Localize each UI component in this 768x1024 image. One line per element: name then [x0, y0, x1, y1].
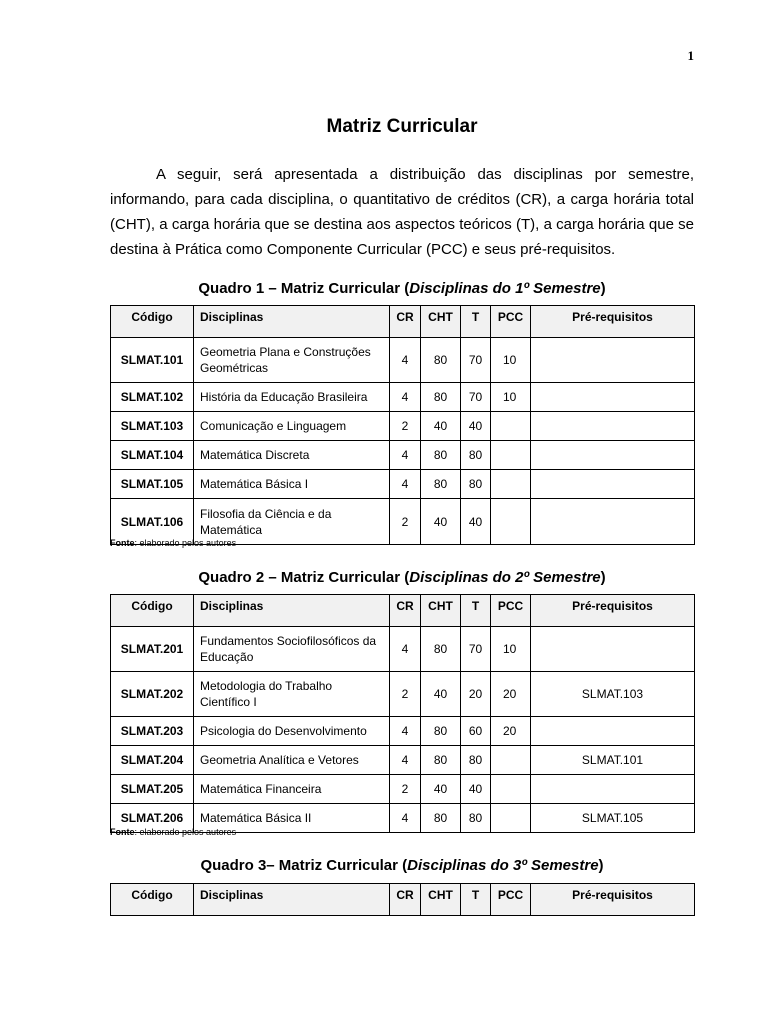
header-cr: CR — [390, 306, 421, 338]
course-pcc — [491, 412, 531, 441]
course-t: 40 — [461, 499, 491, 545]
course-prerequisite — [531, 412, 695, 441]
course-name: Matemática Básica II — [194, 804, 390, 833]
page-number: 1 — [687, 48, 694, 63]
course-cr: 2 — [390, 412, 421, 441]
course-name: Fundamentos Sociofilosóficos da Educação — [194, 627, 390, 672]
course-t: 80 — [461, 804, 491, 833]
course-name: Matemática Discreta — [194, 441, 390, 470]
course-t: 20 — [461, 672, 491, 717]
header-cht: CHT — [421, 884, 461, 916]
course-pcc — [491, 804, 531, 833]
course-prerequisite — [531, 717, 695, 746]
header-cr: CR — [390, 884, 421, 916]
quadro1-source: Fonte: elaborado pelos autores — [110, 538, 237, 548]
table-row — [111, 746, 695, 775]
course-code: SLMAT.205 — [111, 775, 194, 804]
header-disciplinas: Disciplinas — [194, 306, 390, 338]
table-row — [111, 441, 695, 470]
header-t: T — [461, 306, 491, 338]
course-pcc — [491, 470, 531, 499]
course-t: 60 — [461, 717, 491, 746]
course-pcc — [491, 746, 531, 775]
course-name: Geometria Analítica e Vetores — [194, 746, 390, 775]
course-code: SLMAT.102 — [111, 383, 194, 412]
course-code: SLMAT.101 — [111, 338, 194, 383]
course-pcc: 10 — [491, 338, 531, 383]
table-header-row — [111, 884, 695, 916]
course-prerequisite — [531, 627, 695, 672]
course-cr: 4 — [390, 441, 421, 470]
course-t: 40 — [461, 775, 491, 804]
course-prerequisite — [531, 499, 695, 545]
quadro1-table — [110, 305, 695, 545]
course-cht: 40 — [421, 775, 461, 804]
header-disciplinas: Disciplinas — [194, 884, 390, 916]
course-cht: 40 — [421, 672, 461, 717]
course-pcc: 10 — [491, 383, 531, 412]
course-code: SLMAT.103 — [111, 412, 194, 441]
course-name: Comunicação e Linguagem — [194, 412, 390, 441]
course-code: SLMAT.106 — [111, 499, 194, 545]
course-name: Psicologia do Desenvolvimento — [194, 717, 390, 746]
course-pcc — [491, 775, 531, 804]
table-row — [111, 627, 695, 672]
course-name: Geometria Plana e Construções Geométricas — [194, 338, 390, 383]
intro-paragraph: A seguir, será apresentada a distribuição das disciplinas por semestre, informando, para cada disciplina, o quantitativo de créditos (CR), a carga horária total (CHT), a carga horária que se destina aos aspectos teóricos (T), a carga horária que se destina à Prática como Componente Curricular (PCC) e seus pré-requisitos. — [110, 166, 694, 258]
course-cht: 80 — [421, 383, 461, 412]
course-prerequisite — [531, 383, 695, 412]
course-cht: 80 — [421, 470, 461, 499]
course-prerequisite: SLMAT.101 — [531, 746, 695, 775]
course-cht: 80 — [421, 441, 461, 470]
course-prerequisite — [531, 470, 695, 499]
header-t: T — [461, 884, 491, 916]
course-cr: 4 — [390, 627, 421, 672]
header-prerequisitos: Pré-requisitos — [531, 884, 695, 916]
course-cr: 2 — [390, 775, 421, 804]
course-name: Matemática Financeira — [194, 775, 390, 804]
table-row — [111, 672, 695, 717]
quadro2-table — [110, 594, 695, 833]
table-header-row — [111, 306, 695, 338]
course-t: 80 — [461, 746, 491, 775]
course-prerequisite: SLMAT.105 — [531, 804, 695, 833]
header-cht: CHT — [421, 595, 461, 627]
course-cr: 4 — [390, 717, 421, 746]
header-disciplinas: Disciplinas — [194, 595, 390, 627]
course-t: 70 — [461, 338, 491, 383]
page-title: Matriz Curricular — [326, 116, 478, 137]
course-cr: 4 — [390, 804, 421, 833]
course-code: SLMAT.202 — [111, 672, 194, 717]
course-t: 80 — [461, 470, 491, 499]
course-code: SLMAT.105 — [111, 470, 194, 499]
course-cr: 4 — [390, 338, 421, 383]
course-pcc: 20 — [491, 717, 531, 746]
course-name: Matemática Básica I — [194, 470, 390, 499]
table-row — [111, 717, 695, 746]
course-pcc: 20 — [491, 672, 531, 717]
course-cr: 2 — [390, 672, 421, 717]
course-prerequisite — [531, 338, 695, 383]
course-code: SLMAT.203 — [111, 717, 194, 746]
course-pcc — [491, 441, 531, 470]
header-pcc: PCC — [491, 595, 531, 627]
header-prerequisitos: Pré-requisitos — [531, 306, 695, 338]
course-name: Metodologia do Trabalho Científico I — [194, 672, 390, 717]
course-t: 70 — [461, 627, 491, 672]
table-header-row — [111, 595, 695, 627]
course-pcc: 10 — [491, 627, 531, 672]
table-row — [111, 775, 695, 804]
course-code: SLMAT.206 — [111, 804, 194, 833]
header-codigo: Código — [111, 595, 194, 627]
course-cht: 40 — [421, 412, 461, 441]
header-codigo: Código — [111, 884, 194, 916]
header-codigo: Código — [111, 306, 194, 338]
course-cr: 4 — [390, 383, 421, 412]
course-name: Filosofia da Ciência e da Matemática — [194, 499, 390, 545]
header-cht: CHT — [421, 306, 461, 338]
table-row — [111, 412, 695, 441]
course-t: 80 — [461, 441, 491, 470]
course-code: SLMAT.104 — [111, 441, 194, 470]
table-row — [111, 383, 695, 412]
course-cr: 2 — [390, 499, 421, 545]
course-code: SLMAT.204 — [111, 746, 194, 775]
course-cht: 80 — [421, 746, 461, 775]
course-pcc — [491, 499, 531, 545]
course-code: SLMAT.201 — [111, 627, 194, 672]
quadro2-source: Fonte: elaborado pelos autores — [110, 827, 237, 837]
course-cht: 80 — [421, 627, 461, 672]
quadro1-caption: Quadro 1 – Matriz Curricular (Disciplinas do 1º Semestre) — [198, 280, 606, 297]
header-pcc: PCC — [491, 306, 531, 338]
course-prerequisite — [531, 441, 695, 470]
table-row — [111, 338, 695, 383]
course-cht: 80 — [421, 338, 461, 383]
quadro2-caption: Quadro 2 – Matriz Curricular (Disciplinas do 2º Semestre) — [198, 569, 606, 586]
quadro3-table — [110, 883, 695, 916]
quadro3-caption: Quadro 3– Matriz Curricular (Disciplinas do 3º Semestre) — [200, 857, 604, 874]
course-name: História da Educação Brasileira — [194, 383, 390, 412]
course-prerequisite: SLMAT.103 — [531, 672, 695, 717]
course-t: 70 — [461, 383, 491, 412]
header-prerequisitos: Pré-requisitos — [531, 595, 695, 627]
course-t: 40 — [461, 412, 491, 441]
course-cr: 4 — [390, 470, 421, 499]
header-t: T — [461, 595, 491, 627]
course-prerequisite — [531, 775, 695, 804]
header-cr: CR — [390, 595, 421, 627]
course-cr: 4 — [390, 746, 421, 775]
course-cht: 80 — [421, 804, 461, 833]
table-row — [111, 470, 695, 499]
course-cht: 80 — [421, 717, 461, 746]
course-cht: 40 — [421, 499, 461, 545]
header-pcc: PCC — [491, 884, 531, 916]
